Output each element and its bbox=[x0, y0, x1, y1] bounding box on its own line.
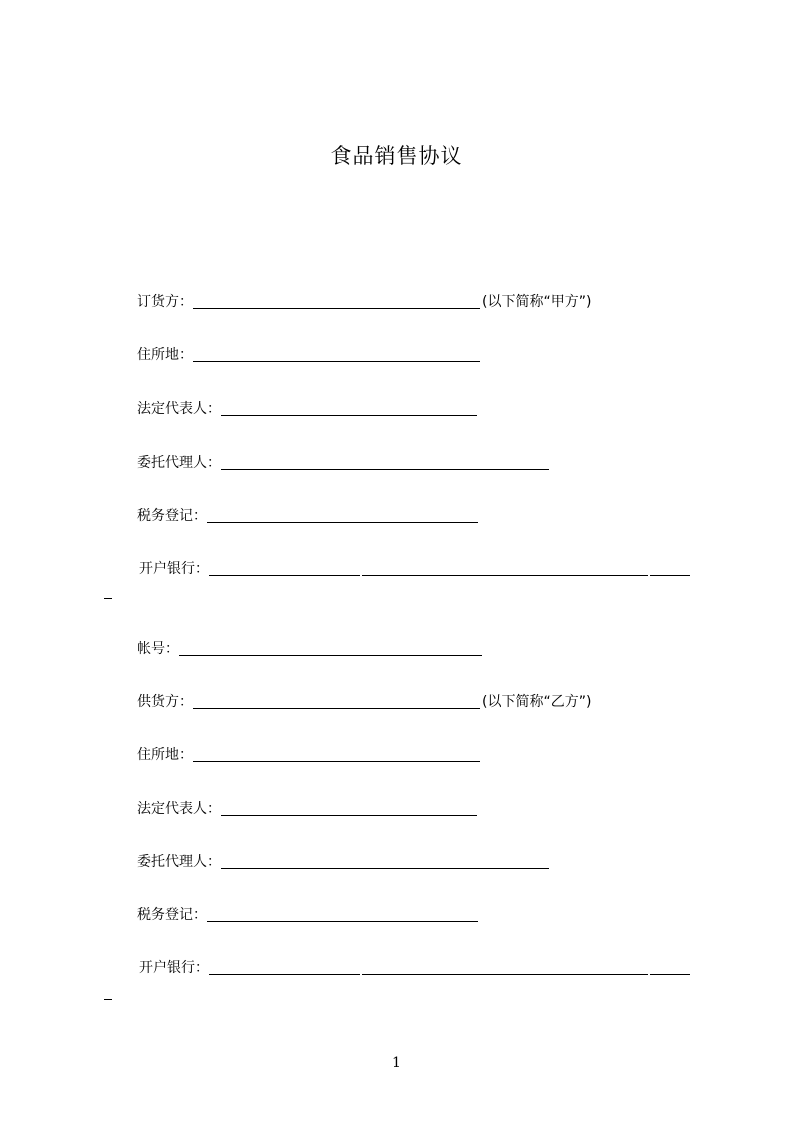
party-a-buyer-row bbox=[137, 290, 591, 312]
party-a-bank-row bbox=[139, 557, 690, 579]
party-a-address-blank[interactable] bbox=[193, 345, 480, 362]
party-b-address-row bbox=[137, 743, 480, 765]
party-b-bank-row bbox=[139, 956, 690, 978]
party-b-tax-label: 税务登记： bbox=[137, 907, 207, 923]
party-b-supplier-suffix: (以下简称“乙方”) bbox=[482, 694, 592, 710]
party-b-supplier-row bbox=[137, 690, 591, 712]
party-b-legal-rep-blank[interactable] bbox=[221, 799, 477, 816]
party-a-bank-blank-1[interactable] bbox=[209, 559, 360, 576]
page-number: 1 bbox=[392, 1055, 401, 1071]
party-a-address-row bbox=[137, 343, 480, 365]
party-b-bank-blank-3[interactable] bbox=[650, 958, 690, 975]
party-a-bank-blank-3[interactable] bbox=[650, 559, 690, 576]
party-b-tax-blank[interactable] bbox=[207, 905, 478, 922]
party-a-buyer-suffix: (以下简称“甲方”) bbox=[482, 294, 592, 310]
party-a-buyer-blank[interactable] bbox=[193, 292, 480, 309]
party-b-bank-blank-2[interactable] bbox=[362, 958, 648, 975]
party-b-bank-label: 开户银行： bbox=[139, 960, 209, 976]
party-a-agent-row bbox=[137, 451, 549, 473]
party-a-bank-label: 开户银行： bbox=[139, 561, 209, 577]
party-a-tax-label: 税务登记： bbox=[137, 508, 207, 524]
party-a-account-label: 帐号： bbox=[137, 641, 179, 657]
party-a-agent-blank[interactable] bbox=[221, 453, 549, 470]
party-a-account-blank[interactable] bbox=[179, 639, 482, 656]
party-b-address-label: 住所地： bbox=[137, 747, 193, 763]
party-b-legal-rep-row bbox=[137, 797, 477, 819]
party-b-agent-blank[interactable] bbox=[221, 852, 549, 869]
document-title: 食品销售协议 bbox=[330, 144, 463, 168]
party-a-bank-blank-2[interactable] bbox=[362, 559, 648, 576]
party-a-tax-blank[interactable] bbox=[207, 506, 478, 523]
party-b-agent-label: 委托代理人： bbox=[137, 854, 221, 870]
party-a-legal-rep-label: 法定代表人： bbox=[137, 401, 221, 417]
party-a-account-row bbox=[137, 637, 482, 659]
party-a-tax-row bbox=[137, 504, 478, 526]
party-a-legal-rep-row bbox=[137, 397, 477, 419]
party-b-bank-blank-1[interactable] bbox=[209, 958, 360, 975]
party-a-bank-wrap-line bbox=[104, 598, 112, 599]
party-b-legal-rep-label: 法定代表人： bbox=[137, 801, 221, 817]
party-b-agent-row bbox=[137, 850, 549, 872]
party-a-address-label: 住所地： bbox=[137, 347, 193, 363]
party-a-buyer-label: 订货方： bbox=[137, 294, 193, 310]
party-b-supplier-blank[interactable] bbox=[193, 692, 480, 709]
party-b-bank-wrap-line bbox=[104, 999, 112, 1000]
party-a-agent-label: 委托代理人： bbox=[137, 455, 221, 471]
party-b-supplier-label: 供货方： bbox=[137, 694, 193, 710]
party-b-tax-row bbox=[137, 903, 478, 925]
party-b-address-blank[interactable] bbox=[193, 745, 480, 762]
party-a-legal-rep-blank[interactable] bbox=[221, 399, 477, 416]
